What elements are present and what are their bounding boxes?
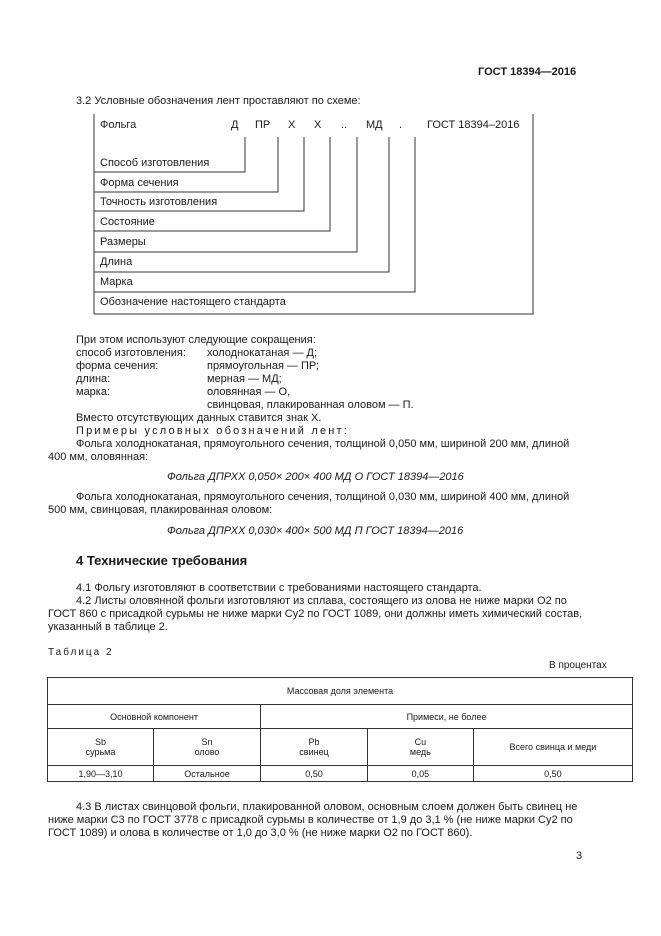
scheme-row-length: Длина bbox=[100, 256, 133, 268]
abbrev-label: способ изготовления: bbox=[76, 347, 186, 359]
table-header-main: Массовая доля элемента bbox=[48, 678, 633, 705]
element-name: сурьма bbox=[85, 747, 116, 757]
element-name: медь bbox=[409, 747, 431, 757]
element-symbol: Cu bbox=[414, 737, 427, 747]
abbrev-missing-note: Вместо отсутствующих данных ставится знак Х. bbox=[76, 412, 322, 424]
section-4-title: 4 Технические требования bbox=[76, 553, 248, 568]
table-col-sb bbox=[48, 729, 154, 766]
example-1-line1: Фольга холоднокатаная, прямоугольного сечения, толщиной 0,050 мм, шириной 200 мм, длиной bbox=[76, 438, 570, 450]
table-col-total bbox=[473, 729, 632, 766]
element-name: свинец bbox=[299, 747, 329, 757]
example-2-line1: Фольга холоднокатаная, прямоугольного сечения, толщиной 0,030 мм, шириной 400 мм, длиной bbox=[76, 491, 570, 503]
table-cell: 0,50 bbox=[261, 766, 368, 782]
element-symbol: Pb bbox=[308, 737, 320, 747]
table-caption: Таблица 2 bbox=[48, 647, 114, 658]
page-number: 3 bbox=[576, 850, 583, 862]
scheme-code-length: МД bbox=[366, 119, 383, 131]
scheme-row-grade: Марка bbox=[100, 276, 133, 288]
example-1-line2: 400 мм, оловянная: bbox=[48, 451, 149, 463]
scheme-row-state: Состояние bbox=[100, 216, 155, 228]
example-2-designation: Фольга ДПРХХ 0,030× 400× 500 МД П ГОСТ 18394—2016 bbox=[167, 525, 464, 537]
abbrev-extra: свинцовая, плакированная оловом — П. bbox=[207, 399, 414, 411]
table-cell: 1,90—3,10 bbox=[48, 766, 154, 782]
paragraph-4-2-line: указанный в таблице 2. bbox=[48, 621, 168, 633]
scheme-row-method: Способ изготовления bbox=[100, 157, 210, 169]
paragraph-4-3-line: ГОСТ 1089) и олова в количестве от 1,0 до 3,0 % (не ниже марки О2 по ГОСТ 860). bbox=[48, 827, 473, 839]
table-cell: Остальное bbox=[153, 766, 260, 782]
element-symbol: Sn bbox=[201, 737, 213, 747]
paragraph-4-3-line: 4.3 В листах свинцовой фольги, плакированной оловом, основным слоем должен быть свинец не bbox=[76, 801, 578, 813]
examples-title: Примеры условных обозначений лент: bbox=[76, 425, 350, 437]
table-header-base: Основной компонент bbox=[48, 705, 261, 729]
table-cell: 0,05 bbox=[367, 766, 473, 782]
abbrev-intro: При этом используют следующие сокращения: bbox=[76, 334, 316, 346]
paragraph-4-2-line: 4.2 Листы оловянной фольги изготовляют из сплава, состоящего из олова не ниже марки О2 по bbox=[76, 595, 567, 607]
scheme-code-dims: .. bbox=[341, 119, 348, 131]
scheme-product: Фольга bbox=[100, 119, 137, 131]
element-name: олово bbox=[194, 747, 220, 757]
table-col-cu bbox=[367, 729, 473, 766]
abbrev-value: мерная — МД; bbox=[207, 373, 282, 385]
scheme-code-method: Д bbox=[231, 119, 239, 131]
element-symbol: Sb bbox=[94, 737, 106, 747]
scheme-row-section: Форма сечения bbox=[100, 177, 179, 189]
abbrev-label: марка: bbox=[76, 386, 111, 398]
paragraph-4-3-line: ниже марки С3 по ГОСТ 3778 с присадкой сурьмы в количестве от 1,9 до 3,1 % (не ниже марки Су2 по bbox=[48, 814, 573, 826]
table-header-impurities: Примеси, не более bbox=[261, 705, 633, 729]
table-col-sn bbox=[153, 729, 260, 766]
example-2-line2: 500 мм, свинцовая, плакированная оловом: bbox=[48, 504, 273, 516]
section-3-2-intro: 3.2 Условные обозначения лент проставляют по схеме: bbox=[76, 95, 361, 107]
abbrev-value: прямоугольная — ПР; bbox=[207, 360, 320, 372]
table-unit: В процентах bbox=[549, 660, 607, 671]
scheme-row-standard: Обозначение настоящего стандарта bbox=[100, 296, 286, 308]
scheme-code-section: ПР bbox=[255, 119, 271, 131]
scheme-standard: ГОСТ 18394–2016 bbox=[427, 119, 520, 131]
table-col-pb bbox=[261, 729, 368, 766]
scheme-code-grade: . bbox=[399, 119, 403, 131]
scheme-row-precision: Точность изготовления bbox=[100, 196, 218, 208]
paragraph-4-1: 4.1 Фольгу изготовляют в соответствии с требованиями настоящего стандарта. bbox=[76, 582, 482, 594]
abbrev-value: холоднокатаная — Д; bbox=[207, 347, 318, 359]
table-cell: 0,50 bbox=[473, 766, 632, 782]
scheme-row-dims: Размеры bbox=[100, 236, 146, 248]
abbrev-label: длина: bbox=[76, 373, 111, 385]
document-id: ГОСТ 18394—2016 bbox=[478, 66, 577, 78]
example-1-designation: Фольга ДПРХХ 0,050× 200× 400 МД О ГОСТ 18394—2016 bbox=[167, 471, 464, 483]
composition-table bbox=[47, 677, 633, 782]
scheme-code-state: Х bbox=[314, 119, 322, 131]
abbrev-value: оловянная — О, bbox=[207, 386, 291, 398]
abbrev-label: форма сечения: bbox=[76, 360, 159, 372]
paragraph-4-2-line: ГОСТ 860 с присадкой сурьмы не ниже марки Су2 по ГОСТ 1089, они должны иметь химический состав, bbox=[48, 608, 583, 620]
element-name: Всего свинца и меди bbox=[509, 742, 597, 752]
scheme-code-precision: Х bbox=[288, 119, 296, 131]
